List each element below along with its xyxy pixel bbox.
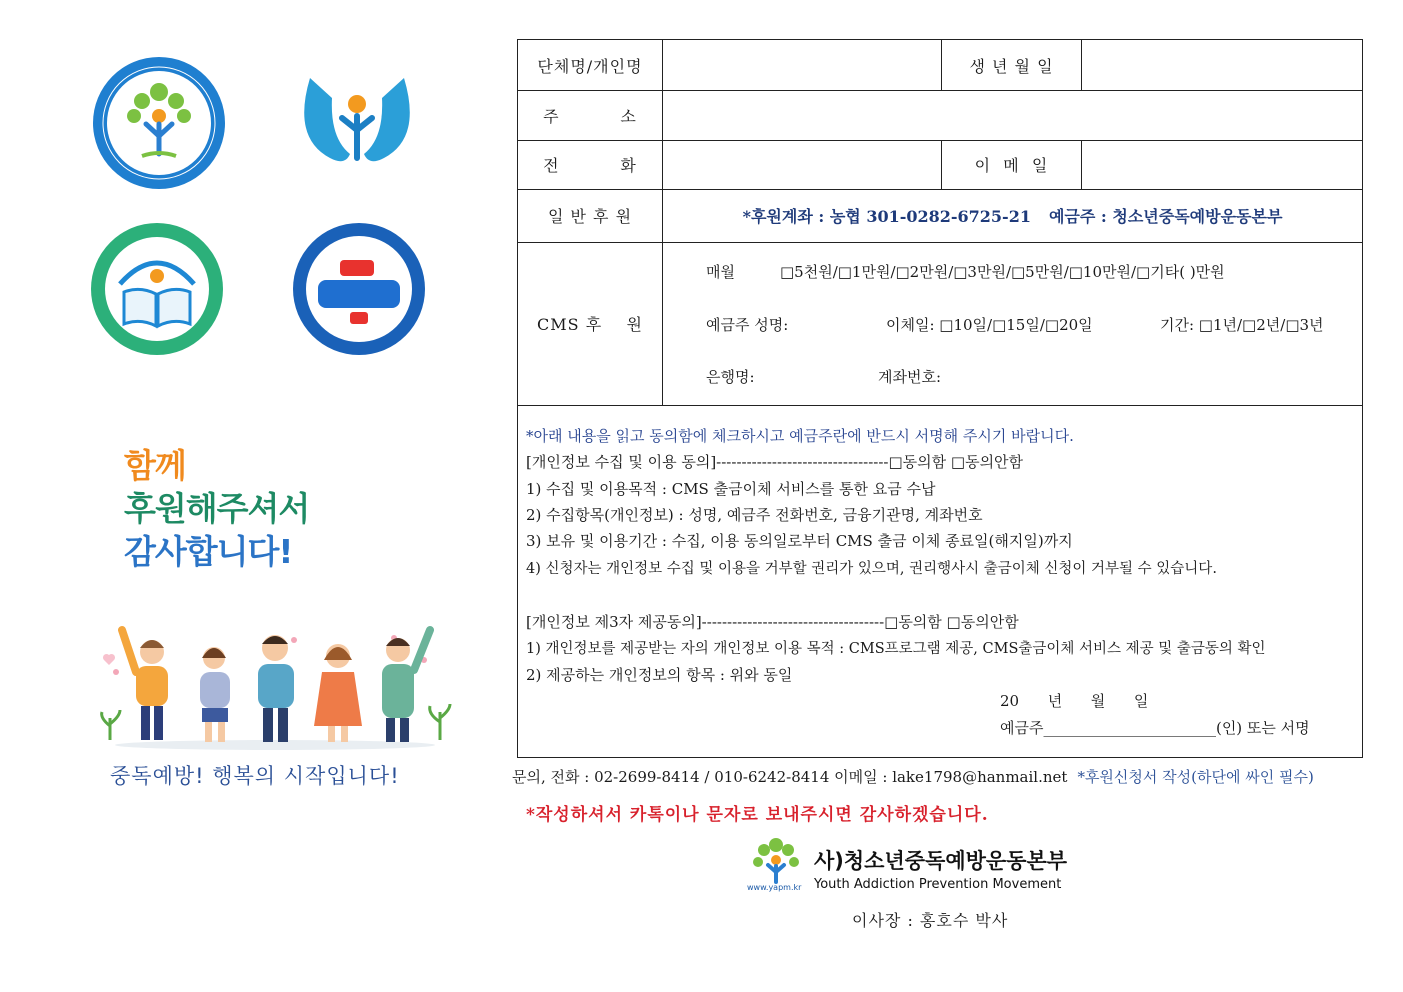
label-address: 주 소 (518, 90, 663, 140)
cms-monthly-label: 매월 (706, 263, 735, 281)
contact-info (512, 766, 1314, 787)
thanks-message (124, 444, 384, 573)
badge-prevention-tv (292, 222, 426, 356)
third-party-item-1: 1) 개인정보를 제공받는 자의 개인정보 이용 목적 : CMS프로그램 제공, CMS출금이체 서비스 제공 및 출금동의 확인 (526, 641, 1266, 657)
cms-monthly-options[interactable]: □5천원/□1만원/□2만원/□3만원/□5만원/□10만원/□기타( )만원 (780, 263, 1225, 281)
input-address[interactable] (663, 90, 1362, 140)
input-email[interactable] (1082, 140, 1362, 189)
signature-date[interactable]: 20 년 월 일 (1000, 692, 1149, 710)
privacy-item-1: 1) 수집 및 이용목적 : CMS 출금이체 서비스를 통한 요금 수납 (526, 480, 936, 498)
thanks-line-2: 후원해주셔서 (124, 489, 310, 528)
slogan-text: 중독예방! 행복의 시작입니다! (110, 764, 400, 788)
label-phone: 전 화 (518, 140, 663, 189)
people-holding-hands-illustration (94, 600, 456, 750)
input-phone[interactable] (663, 140, 942, 189)
cms-period[interactable]: 기간: □1년/□2년/□3년 (1160, 316, 1324, 334)
privacy-item-4: 4) 신청자는 개인정보 수집 및 이용을 거부할 권리가 있으며, 권리행사시 출금이체 신청이 거부될 수 있습니다. (526, 561, 1217, 577)
organization-name-english: Youth Addiction Prevention Movement (814, 877, 1062, 892)
privacy-item-3: 3) 보유 및 이용기간 : 수집, 이용 동의일로부터 CMS 출금 이체 종료일(해지일)까지 (526, 532, 1073, 550)
input-group-name[interactable] (663, 40, 942, 90)
label-birthdate: 생 년 월 일 (942, 40, 1082, 90)
third-party-item-2: 2) 제공하는 개인정보의 항목 : 위와 동일 (526, 666, 793, 684)
label-cms-donation: CMS 후 원 (518, 242, 663, 405)
cms-bank-label: 은행명: (706, 368, 755, 386)
thanks-line-3: 감사합니다! (124, 532, 293, 571)
cms-holder-name-label: 예금주 성명: (706, 316, 789, 334)
badge-prevention-mission (290, 58, 424, 192)
chairman-name: 이사장 : 홍호수 박사 (852, 911, 1009, 930)
badge-prevention-newspaper (90, 222, 224, 356)
donation-account-number: *후원계좌 : 농협 301-0282-6725-21 (742, 207, 1031, 226)
privacy-item-2: 2) 수집항목(개인정보) : 성명, 예금주 전화번호, 금융기관명, 계좌번호 (526, 506, 983, 524)
form-row-general-donation (518, 189, 1362, 243)
contact-phone-email: 문의, 전화 : 02-2699-8414 / 010-6242-8414 이메일 : lake1798@hanmail.net (512, 768, 1068, 786)
third-party-consent-header[interactable]: [개인정보 제3자 제공동의]------------------------------------□동의함 □동의안함 (526, 613, 1019, 631)
organization-logo-icon (748, 838, 804, 888)
donation-account-info (663, 189, 1362, 242)
privacy-consent-header[interactable]: [개인정보 수집 및 이용 동의]----------------------------------□동의함 □동의안함 (526, 453, 1024, 471)
signature-line[interactable]: 예금주_______________________(인) 또는 서명 (1000, 719, 1310, 737)
donation-account-holder: 예금주 : 청소년중독예방운동본부 (1048, 207, 1283, 226)
organization-name-korean: 사)청소년중독예방운동본부 (814, 849, 1068, 873)
send-request-note: *작성하셔서 카톡이나 문자로 보내주시면 감사하겠습니다. (526, 805, 989, 825)
label-group-name: 단체명/개인명 (518, 40, 663, 90)
thanks-line-1: 함께 (124, 446, 186, 485)
label-general-donation: 일 반 후 원 (518, 189, 663, 242)
organization-url: www.yapm.kr (747, 883, 802, 892)
form-row-address (518, 90, 1362, 141)
agreement-note: *아래 내용을 읽고 동의함에 체크하시고 예금주란에 반드시 서명해 주시기 바랍니다. (526, 427, 1074, 445)
donation-application-form (517, 39, 1363, 758)
input-birthdate[interactable] (1082, 40, 1362, 90)
signature-required-note: *후원신청서 작성(하단에 싸인 필수) (1077, 768, 1314, 786)
form-row-name-birth (518, 40, 1362, 91)
cms-transfer-day[interactable]: 이체일: □10일/□15일/□20일 (886, 316, 1093, 334)
cms-account-number-label: 계좌번호: (878, 368, 942, 386)
badge-youth-prevention-movement (92, 56, 226, 190)
form-row-cms (518, 242, 1362, 406)
label-email: 이 메 일 (942, 140, 1082, 189)
form-row-phone-email (518, 140, 1362, 190)
